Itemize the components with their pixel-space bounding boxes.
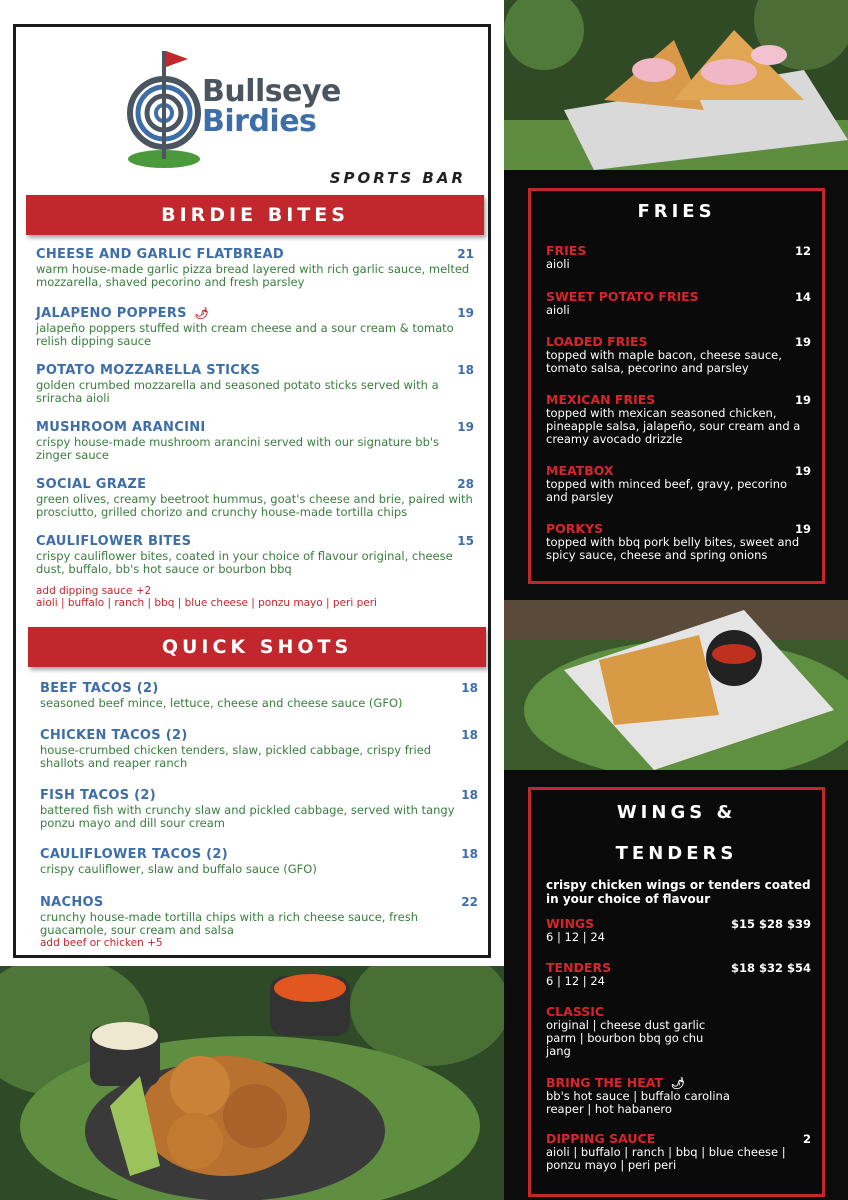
menu-item [546, 289, 811, 317]
brand-line-1: Bullseye [202, 74, 341, 109]
item-price: $15 $28 $39 [730, 917, 811, 931]
fries-title: FRIES [637, 201, 716, 222]
wings-title-line-2: TENDERS [615, 843, 738, 864]
menu-item [546, 916, 811, 944]
item-desc: aioli | buffalo | ranch | bbq | blue cheese | ponzu mayo | peri peri [546, 1145, 786, 1172]
tacos-photo [504, 0, 848, 170]
menu-item [546, 463, 811, 504]
item-price: 18 [457, 363, 474, 377]
chili-icon: 🌶 [194, 307, 210, 320]
item-price: 19 [794, 335, 811, 349]
addon-title: add dipping sauce +2 [36, 585, 152, 597]
item-desc: warm house-made garlic pizza bread layered with rich garlic sauce, melted mozzarella, shaved pecorino and fresh parsley [36, 262, 470, 289]
item-desc: battered fish with crunchy slaw and pickled cabbage, served with tangy ponzu mayo and dill sour cream [40, 803, 455, 830]
item-name: NACHOS [40, 895, 104, 910]
item-desc: topped with minced beef, gravy, pecorino and parsley [546, 477, 788, 504]
menu-item [36, 306, 474, 348]
item-price: 14 [794, 290, 811, 304]
item-price: 19 [794, 464, 811, 478]
item-price: $18 $32 $54 [730, 961, 811, 975]
menu-item [546, 521, 811, 562]
menu-item [546, 1075, 811, 1116]
menu-item [36, 247, 474, 289]
golf-flag-target-icon [124, 43, 204, 173]
item-desc: house-crumbed chicken tenders, slaw, pickled cabbage, crispy fried shallots and reaper ranch [40, 743, 432, 770]
item-name: BEEF TACOS (2) [40, 681, 159, 696]
item-name: POTATO MOZZARELLA STICKS [36, 363, 261, 378]
item-price: 18 [461, 788, 478, 802]
item-desc: bb's hot sauce | buffalo carolina reaper | hot habanero [546, 1089, 730, 1116]
menu-item [40, 728, 478, 770]
item-price: 18 [461, 847, 478, 861]
wings-intro: crispy chicken wings or tenders coated in your choice of flavour [546, 878, 811, 906]
addon-note [36, 585, 474, 609]
item-name: MEATBOX [546, 463, 614, 478]
menu-item [546, 392, 811, 446]
chicken-wings-photo [0, 966, 504, 1200]
brand-name [202, 74, 341, 139]
item-name: CAULIFLOWER BITES [36, 534, 192, 549]
menu-item [40, 788, 478, 830]
addon-options: aioli | buffalo | ranch | bbq | blue cheese | ponzu mayo | peri peri [36, 597, 377, 609]
item-name: MEXICAN FRIES [546, 392, 656, 407]
item-price: 19 [457, 420, 474, 434]
item-desc: aioli [546, 303, 570, 317]
item-desc: topped with maple bacon, cheese sauce, tomato salsa, pecorino and parsley [546, 348, 782, 375]
menu-item [36, 534, 474, 576]
menu-item [36, 477, 474, 519]
item-price: 12 [794, 244, 811, 258]
birdie-bites-banner: BIRDIE BITES [26, 195, 484, 235]
menu-item [36, 420, 474, 462]
item-name: BRING THE HEAT [546, 1075, 663, 1090]
item-name: CAULIFLOWER TACOS (2) [40, 847, 229, 862]
left-menu-panel [13, 24, 491, 958]
item-name: SWEET POTATO FRIES [546, 289, 699, 304]
item-price: 22 [461, 895, 478, 909]
chili-icon: 🌶 [671, 1077, 685, 1090]
item-price: 15 [457, 534, 474, 548]
brand-line-2: Birdies [202, 104, 317, 139]
addon-note: add beef or chicken +5 [40, 937, 163, 949]
item-name: LOADED FRIES [546, 334, 648, 349]
item-name: MUSHROOM ARANCINI [36, 420, 206, 435]
item-name: CHEESE AND GARLIC FLATBREAD [36, 247, 284, 262]
menu-item [546, 960, 811, 988]
item-name: CLASSIC [546, 1004, 605, 1019]
item-price: 21 [457, 247, 474, 261]
item-name: WINGS [546, 916, 595, 931]
menu-item [40, 681, 478, 710]
item-desc: jalapeño poppers stuffed with cream cheese and a sour cream & tomato relish dipping sauce [36, 321, 454, 348]
item-price: 28 [457, 477, 474, 491]
item-desc: crispy house-made mushroom arancini served with our signature bb's zinger sauce [36, 435, 440, 462]
item-desc: aioli [546, 257, 570, 271]
wings-title-line-1: WINGS & [616, 802, 737, 823]
item-price: 2 [802, 1132, 811, 1146]
tagline: SPORTS BAR [329, 169, 466, 187]
menu-item [40, 895, 478, 949]
menu-item [36, 363, 474, 405]
item-name: JALAPENO POPPERS [36, 306, 187, 321]
mozzarella-sticks-photo [504, 600, 848, 770]
item-desc: topped with mexican seasoned chicken, pineapple salsa, jalapeño, sour cream and a creamy avocado drizzle [546, 406, 801, 446]
quick-shots-banner: QUICK SHOTS [28, 627, 486, 667]
menu-item [546, 1004, 811, 1058]
item-price: 18 [461, 728, 478, 742]
item-name: TENDERS [546, 960, 612, 975]
item-name: CHICKEN TACOS (2) [40, 728, 188, 743]
item-desc: 6 | 12 | 24 [546, 974, 605, 988]
item-desc: original | cheese dust garlic parm | bourbon bbq go chu jang [546, 1018, 706, 1058]
item-desc: green olives, creamy beetroot hummus, goat's cheese and brie, paired with prosciutto, grilled chorizo and crunchy house-made tortilla chips [36, 492, 473, 519]
item-desc: crunchy house-made tortilla chips with a rich cheese sauce, fresh guacamole, sour cream and salsa [40, 910, 418, 937]
wings-box [528, 787, 825, 1197]
item-price: 19 [794, 522, 811, 536]
item-desc: golden crumbed mozzarella and seasoned potato sticks served with a sriracha aioli [36, 378, 439, 405]
item-name: DIPPING SAUCE [546, 1131, 656, 1146]
item-price: 18 [461, 681, 478, 695]
item-desc: crispy cauliflower bites, coated in your choice of flavour original, cheese dust, buffalo, bb's hot sauce or bourbon bbq [36, 549, 453, 576]
item-name: PORKYS [546, 521, 604, 536]
item-desc: 6 | 12 | 24 [546, 930, 605, 944]
item-desc: topped with bbq pork belly bites, sweet and spicy sauce, cheese and spring onions [546, 535, 800, 562]
logo [124, 43, 404, 173]
item-name: SOCIAL GRAZE [36, 477, 147, 492]
item-name: FISH TACOS (2) [40, 788, 157, 803]
item-price: 19 [794, 393, 811, 407]
menu-item [546, 334, 811, 375]
item-desc: seasoned beef mince, lettuce, cheese and cheese sauce (GFO) [40, 696, 403, 710]
menu-item [40, 847, 478, 876]
item-name: FRIES [546, 243, 587, 258]
menu-item [546, 1131, 811, 1172]
fries-box [528, 188, 825, 584]
item-desc: crispy cauliflower, slaw and buffalo sauce (GFO) [40, 862, 317, 876]
item-price: 19 [457, 306, 474, 320]
menu-item [546, 243, 811, 271]
